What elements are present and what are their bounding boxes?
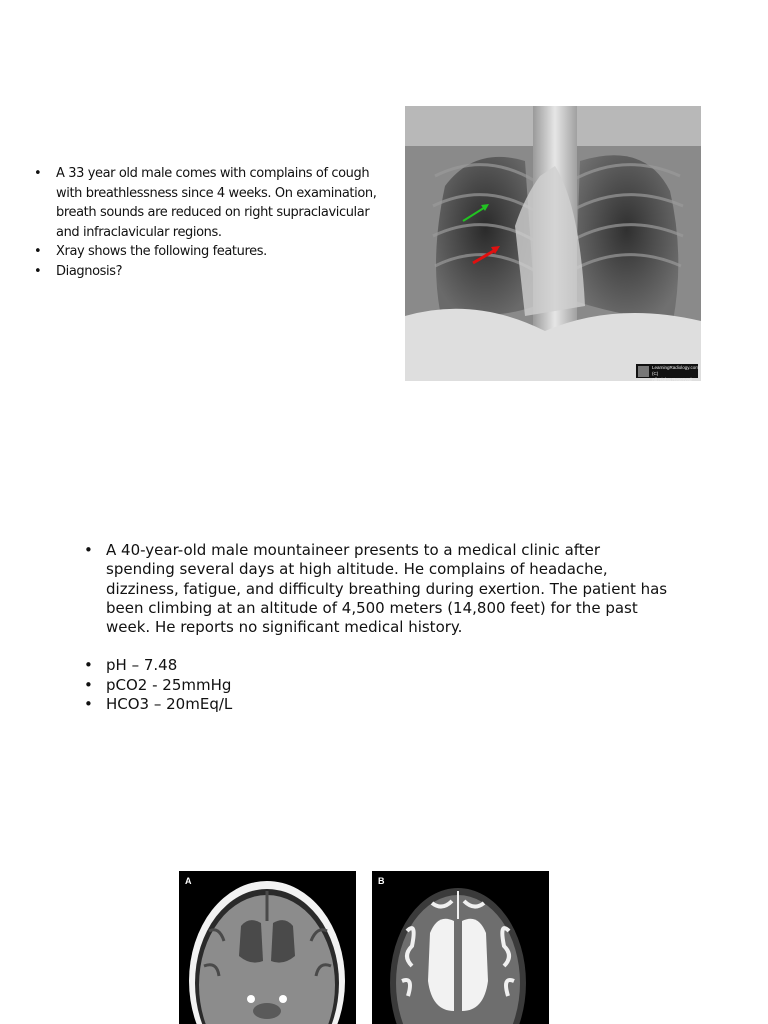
lab-hco3: • HCO3 – 20mEq/L (82, 695, 672, 714)
scan-a-label: A (185, 876, 192, 886)
case1-bullet-history: • A 33 year old male comes with complains of cough with breathlessness since 4 weeks. On examination, breath sounds are reduced on right supraclavicular and infraclavicular regions. (32, 164, 396, 242)
brain-ct-graphic (179, 871, 356, 1024)
case1-bullet-list (32, 164, 396, 281)
case1-text (32, 164, 396, 281)
watermark-line1: LearningRadiology.com (C) (652, 365, 699, 376)
chest-xray-image (405, 106, 701, 381)
lab-ph: • pH – 7.48 (82, 656, 672, 675)
lab-pco2: • pCO2 - 25mmHg (82, 676, 672, 695)
brain-mri-image (372, 871, 549, 1024)
chest-xray-graphic (405, 106, 701, 381)
watermark-line2: All Rights Reserved (652, 377, 692, 381)
brain-mri-graphic (372, 871, 549, 1024)
case2-bullet-history: • A 40-year-old male mountaineer presents to a medical clinic after spending several days at high altitude. He complains of headache, dizziness, fatigue, and difficulty breathing during exertion. The patient has been climbing at an altitude of 4,500 meters (14,800 feet) for the past week. He reports no significant medical history. (82, 541, 672, 637)
watermark-logo (635, 363, 699, 379)
brain-ct-image (179, 871, 356, 1024)
scan-b-label: B (378, 876, 385, 886)
case2-lab-list (82, 656, 672, 714)
case2-text (82, 541, 672, 714)
case2-bullet-list (82, 541, 672, 637)
case1-bullet-xray: • Xray shows the following features. (32, 242, 396, 262)
learningradiology-logo-icon (638, 366, 649, 377)
case1-bullet-question: • Diagnosis? (32, 262, 396, 282)
